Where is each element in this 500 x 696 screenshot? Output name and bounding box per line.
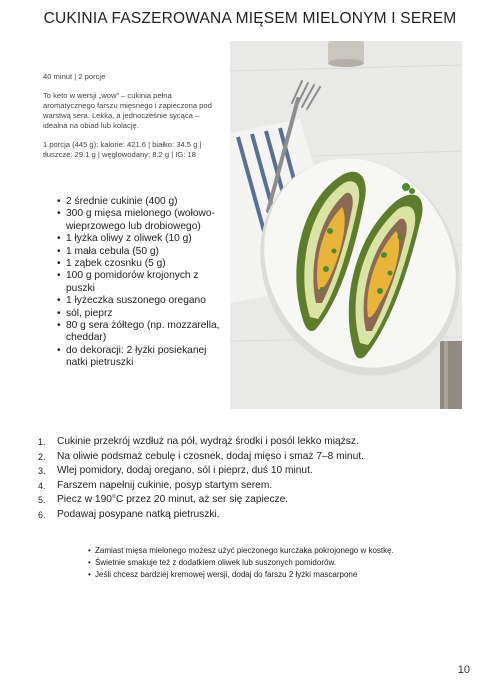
recipe-meta: [43, 72, 223, 169]
ingredient-item: • sól, pieprz: [58, 308, 228, 320]
step-item: [38, 479, 458, 494]
ingredient-item: • 1 mała cebula (50 g): [58, 246, 228, 258]
ingredient-item: • 1 łyżka oliwy z oliwek (10 g): [58, 233, 228, 245]
step-item: [38, 464, 458, 479]
nutrition-info: 1 porcja (445 g): kalorie: 421.6 | białko: 34.5 g | tłuszcze: 29.1 g | węglowodany: 8.2 g | IG: 18: [43, 140, 202, 159]
step-number: 4.: [38, 480, 46, 491]
step-text: Wlej pomidory, dodaj oregano, sól i pieprz, duś 10 minut.: [57, 465, 313, 476]
tips-list: [88, 545, 468, 580]
step-number: 5.: [38, 495, 46, 505]
ingredient-item: • 1 łyżeczka suszonego oregano: [58, 295, 228, 307]
food-photo: [230, 41, 462, 409]
tip-item: • Świetnie smakuje też z dodatkiem oliwek lub suszonych pomidorów.: [88, 557, 468, 569]
step-item: [38, 508, 458, 523]
step-item: [38, 450, 458, 465]
step-item: [38, 493, 458, 508]
pepper-grinder: [440, 341, 462, 409]
step-item: [38, 435, 458, 450]
step-text: Podawaj posypane natką pietruszki.: [57, 508, 220, 520]
description: To keto w wersji „wow” – cukinia pełna aromatycznego farszu mięsnego i zapieczona pod warstwą sera. Lekka, a jednocześnie sycąca – idealna na obiad lub kolację.: [43, 91, 212, 130]
ingredient-item: • 80 g sera żółtego (np. mozzarella, cheddar): [58, 320, 228, 345]
tip-item: • Zamiast mięsa mielonego możesz użyć pieczonego kurczaka pokrojonego w kostkę.: [88, 545, 468, 557]
tip-item: • Jeśli chcesz bardziej kremowej wersji, dodaj do farszu 2 łyżki mascarpone: [88, 569, 468, 581]
salt-shaker: [328, 41, 364, 67]
ingredient-item: • do dekoracji: 2 łyżki posiekanej natki pietruszki: [58, 345, 228, 370]
steps-list: [38, 435, 458, 522]
step-text: Piecz w 190°C przez 20 minut, aż ser się zapiecze.: [57, 494, 289, 505]
ingredient-item: • 300 g mięsa mielonego (wołowo-wieprzowego lub drobiowego): [58, 208, 228, 233]
step-number: 3.: [38, 466, 46, 476]
page-number: 10: [457, 664, 470, 676]
ingredient-item: • 1 ząbek czosnku (5 g): [58, 258, 228, 270]
step-number: 6.: [38, 509, 46, 520]
ingredient-item: • 100 g pomidorów krojonych z puszki: [58, 270, 228, 295]
time-servings: 40 minut | 2 porcje: [43, 72, 106, 81]
step-number: 1.: [38, 437, 46, 447]
ingredients-list: [58, 196, 228, 370]
ingredient-item: • 2 średnie cukinie (400 g): [58, 196, 228, 208]
step-text: Na oliwie podsmaż cebulę i czosnek, dodaj mięso i smaż 7–8 minut.: [57, 450, 364, 462]
recipe-title: CUKINIA FASZEROWANA MIĘSEM MIELONYM I SEREM: [43, 10, 457, 27]
step-number: 2.: [38, 451, 46, 462]
step-text: Farszem napełnij cukinie, posyp startym serem.: [57, 479, 273, 491]
step-text: Cukinie przekrój wzdłuż na pół, wydrąż środki i posól lekko miąższ.: [57, 436, 359, 447]
